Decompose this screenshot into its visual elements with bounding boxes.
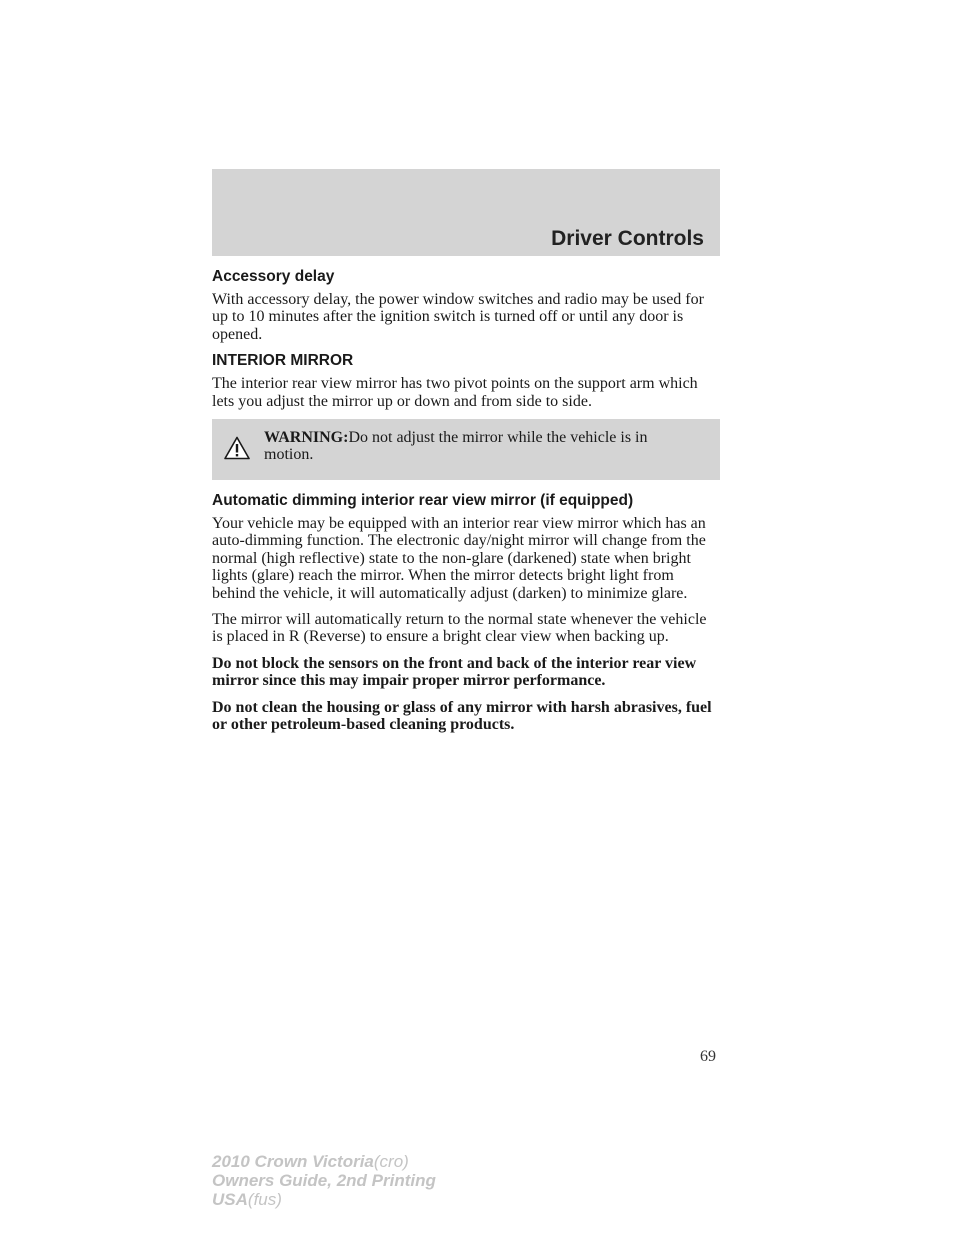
footer-model-code: (cro) (373, 1152, 409, 1171)
footer-market-code: (fus) (247, 1190, 282, 1209)
warning-box (212, 419, 720, 480)
footer-line-1 (212, 1152, 436, 1171)
footer-model: 2010 Crown Victoria (212, 1152, 374, 1171)
warning-message: Do not adjust the mirror while the vehicle is in motion. (264, 429, 648, 464)
section-title: Driver Controls (551, 227, 704, 250)
auto-dimming-body-2: The mirror will automatically return to the normal state whenever the vehicle is placed in R (Reverse) to ensure a bright clear view when backing up. (212, 611, 707, 646)
accessory-delay-heading: Accessory delay (212, 268, 335, 285)
warning-label: WARNING: (264, 429, 349, 447)
page-content (212, 268, 720, 743)
interior-mirror-heading: INTERIOR MIRROR (212, 352, 354, 370)
auto-dimming-heading: Automatic dimming interior rear view mirror (if equipped) (212, 492, 634, 510)
warning-text-block (264, 429, 700, 464)
section-header-band (212, 169, 720, 256)
accessory-delay-body: With accessory delay, the power window switches and radio may be used for up to 10 minutes after the ignition switch is turned off or until any door is opened. (212, 291, 704, 343)
warning-triangle-icon (224, 436, 250, 460)
interior-mirror-body: The interior rear view mirror has two pivot points on the support arm which lets you adjust the mirror up or down and from side to side. (212, 375, 698, 410)
cleaning-caution: Do not clean the housing or glass of any mirror with harsh abrasives, fuel or other petroleum-based cleaning products. (212, 698, 712, 734)
footer-line-2: Owners Guide, 2nd Printing (212, 1171, 436, 1190)
footer-market: USA (212, 1190, 248, 1209)
page-number: 69 (700, 1048, 716, 1065)
sensor-caution: Do not block the sensors on the front and back of the interior rear view mirror since this may impair proper mirror performance. (212, 654, 697, 690)
footer-line-3 (212, 1190, 436, 1209)
auto-dimming-body-1: Your vehicle may be equipped with an interior rear view mirror which has an auto-dimming function. The electronic day/night mirror will change from the normal (high reflective) state to the non-glare (darkened) state when bright lights (glare) reach the mirror. When the mirror detects bright light from behind the vehicle, it will automatically adjust (darken) to minimize glare. (212, 515, 706, 602)
document-footer (212, 1152, 436, 1209)
